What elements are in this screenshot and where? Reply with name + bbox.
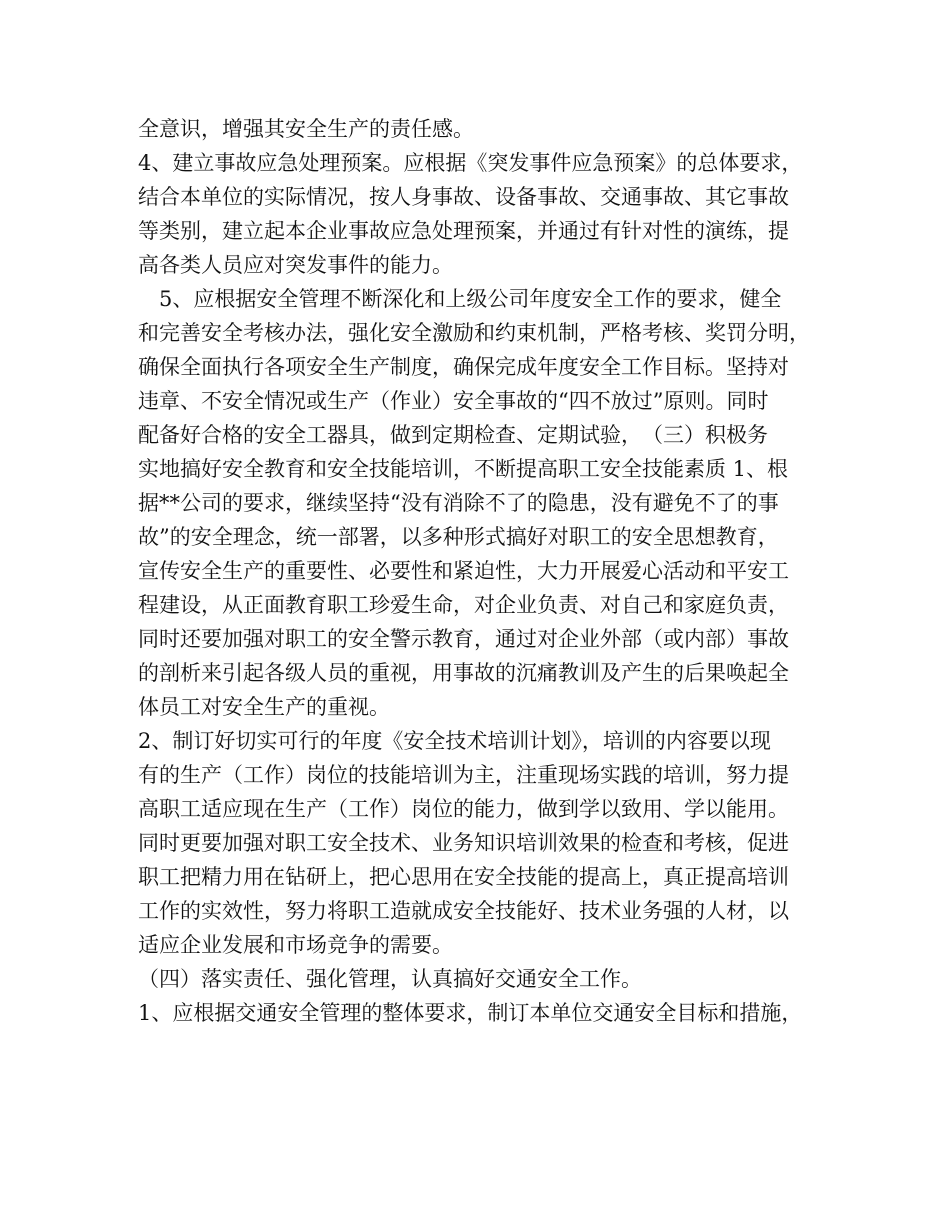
text-line: 的剖析来引起各级人员的重视，用事故的沉痛教训及产生的后果唤起全 [138,661,789,685]
text-line: 职工把精力用在钻研上，把心思用在安全技能的提高上，真正提高培训 [138,865,789,889]
text-line: 程建设，从正面教育职工珍爱生命，对企业负责、对自己和家庭负责， [138,593,789,617]
text-line: 配备好合格的安全工器具，做到定期检查、定期试验， （三）积极务 [138,423,768,447]
text-line: 有的生产（工作）岗位的技能培训为主，注重现场实践的培训，努力提 [138,763,789,787]
text-line: 实地搞好安全教育和安全技能培训，不断提高职工安全技能素质 1、根 [138,457,789,481]
text-line: 确保全面执行各项安全生产制度，确保完成年度安全工作目标。坚持对 [138,355,789,379]
text-line: 等类别，建立起本企业事故应急处理预案，并通过有针对性的演练，提 [138,219,789,243]
text-line: 宣传安全生产的重要性、必要性和紧迫性，大力开展爱心活动和平安工 [138,559,789,583]
text-line: 高职工适应现在生产（工作）岗位的能力，做到学以致用、学以能用。 [138,797,789,821]
text-line: 违章、不安全情况或生产（作业）安全事故的“四不放过”原则。同时 [138,389,769,413]
text-line: 和完善安全考核办法，强化安全激励和约束机制，严格考核、奖罚分明， [138,321,810,345]
text-line: （四）落实责任、强化管理，认真搞好交通安全工作。 [138,967,642,991]
text-line: 5、应根据安全管理不断深化和上级公司年度安全工作的要求，健全 [138,287,782,311]
text-line: 适应企业发展和市场竞争的需要。 [138,933,453,957]
text-line: 同时还要加强对职工的安全警示教育，通过对企业外部（或内部）事故 [138,627,789,651]
text-line: 2、制订好切实可行的年度《安全技术培训计划》，培训的内容要以现 [138,729,771,753]
text-line: 高各类人员应对突发事件的能力。 [138,253,453,277]
text-line: 工作的实效性，努力将职工造就成安全技能好、技术业务强的人材，以 [138,899,789,923]
text-line: 结合本单位的实际情况，按人身事故、设备事故、交通事故、其它事故 [138,185,789,209]
text-line: 同时更要加强对职工安全技术、业务知识培训效果的检查和考核，促进 [138,831,789,855]
text-line: 全意识，增强其安全生产的责任感。 [138,117,474,141]
text-line: 1、应根据交通安全管理的整体要求，制订本单位交通安全目标和措施， [138,1001,803,1025]
text-line: 故”的安全理念，统一部署，以多种形式搞好对职工的安全思想教育， [138,525,779,549]
body-text [138,112,838,1030]
text-line: 4、建立事故应急处理预案。应根据《突发事件应急预案》的总体要求， [138,151,803,175]
text-line: 据**公司的要求，继续坚持“没有消除不了的隐患，没有避免不了的事 [138,491,779,515]
text-line: 体员工对安全生产的重视。 [138,695,390,719]
